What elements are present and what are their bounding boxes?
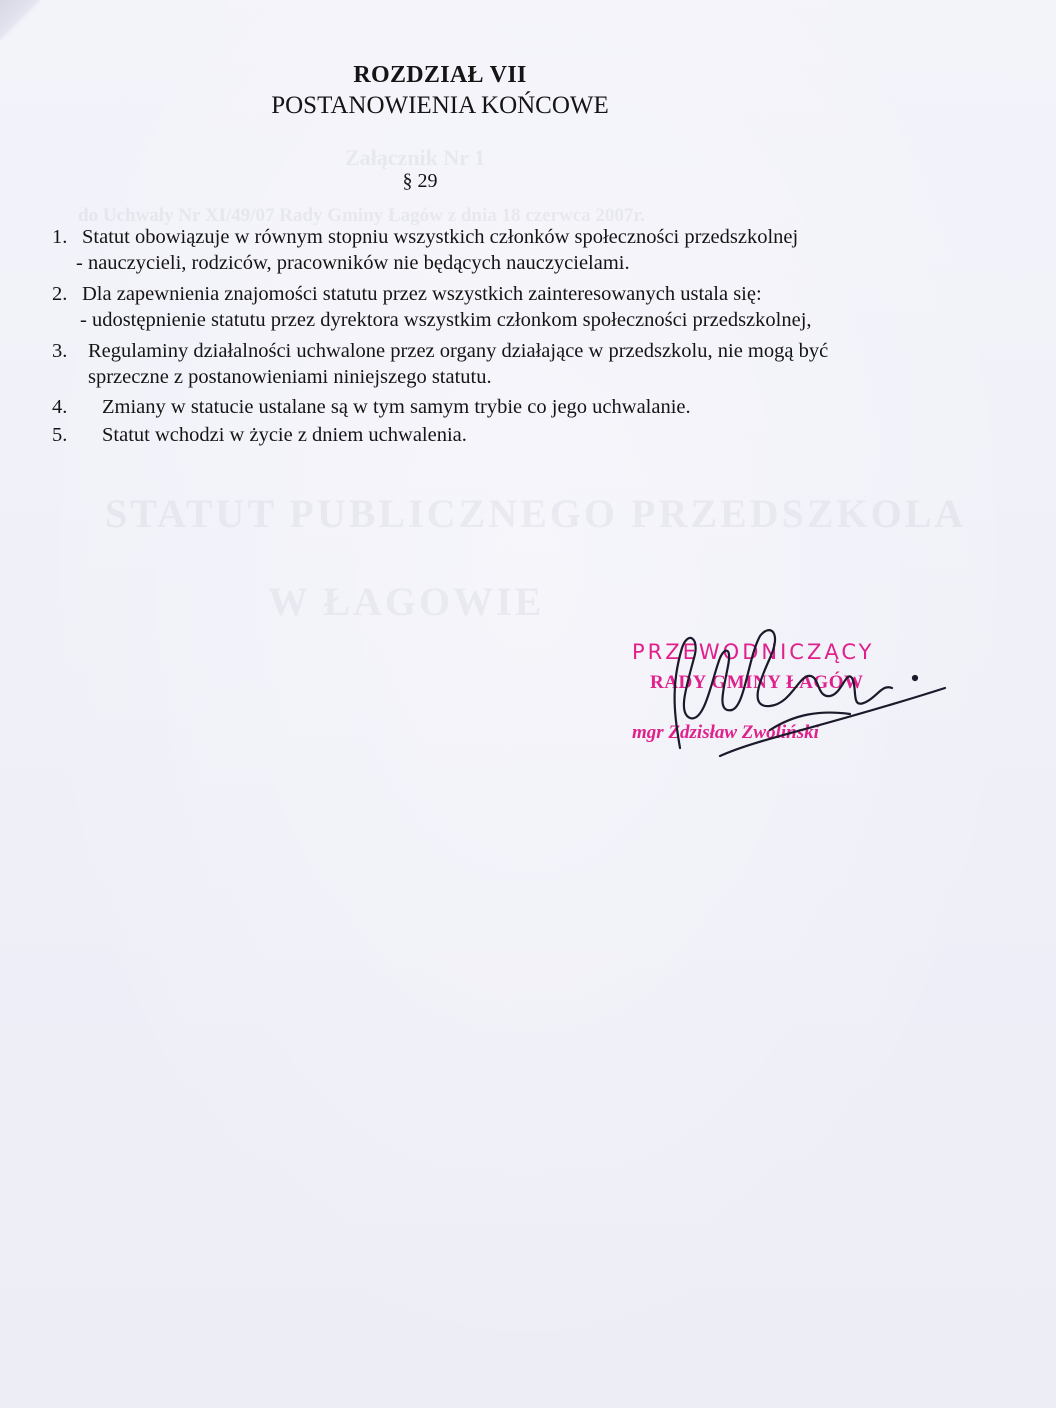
item-2-number: 2. [52, 283, 68, 305]
item-3-line-1: Regulaminy działalności uchwalone przez organy działające w przedszkolu, nie mogą być [88, 340, 829, 362]
item-3-number: 3. [52, 340, 68, 362]
item-1-number: 1. [52, 226, 68, 248]
stamp-council: RADY GMINY ŁAGÓW [650, 672, 864, 693]
bleed-through-resolution: do Uchwały Nr XI/49/07 Rady Gminy Łagów z dnia 18 czerwca 2007r. [78, 205, 645, 226]
chapter-heading: ROZDZIAŁ VII [353, 62, 527, 88]
item-2-line-2: - udostępnienie statutu przez dyrektora wszystkim członkom społeczności przedszkolnej, [80, 309, 812, 331]
bleed-through-title-1: STATUT PUBLICZNEGO PRZEDSZKOLA [105, 491, 967, 536]
bleed-through-title-2: W ŁAGOWIE [268, 579, 545, 624]
item-1-line-2: - nauczycieli, rodziców, pracowników nie będących nauczycielami. [76, 252, 630, 274]
item-4-number: 4. [52, 396, 68, 418]
item-3-line-2: sprzeczne z postanowieniami niniejszego statutu. [88, 366, 492, 388]
stamp-title: PRZEWODNICZĄCY [632, 640, 875, 664]
item-1-line-1: Statut obowiązuje w równym stopniu wszystkich członków społeczności przedszkolnej [82, 226, 799, 248]
item-5-line-1: Statut wchodzi w życie z dniem uchwalenia. [102, 424, 467, 446]
item-5-number: 5. [52, 424, 68, 446]
chapter-title: POSTANOWIENIA KOŃCOWE [271, 92, 609, 119]
page-corner-fold [0, 0, 40, 40]
stamp-name: mgr Zdzisław Zwoliński [632, 722, 819, 743]
section-number: § 29 [402, 170, 438, 192]
bleed-through-attachment: Załącznik Nr 1 [345, 145, 486, 170]
item-2-line-1: Dla zapewnienia znajomości statutu przez wszystkich zainteresowanych ustala się: [82, 283, 762, 305]
item-4-line-1: Zmiany w statucie ustalane są w tym samym trybie co jego uchwalanie. [102, 396, 691, 418]
handwritten-signature [620, 618, 950, 778]
